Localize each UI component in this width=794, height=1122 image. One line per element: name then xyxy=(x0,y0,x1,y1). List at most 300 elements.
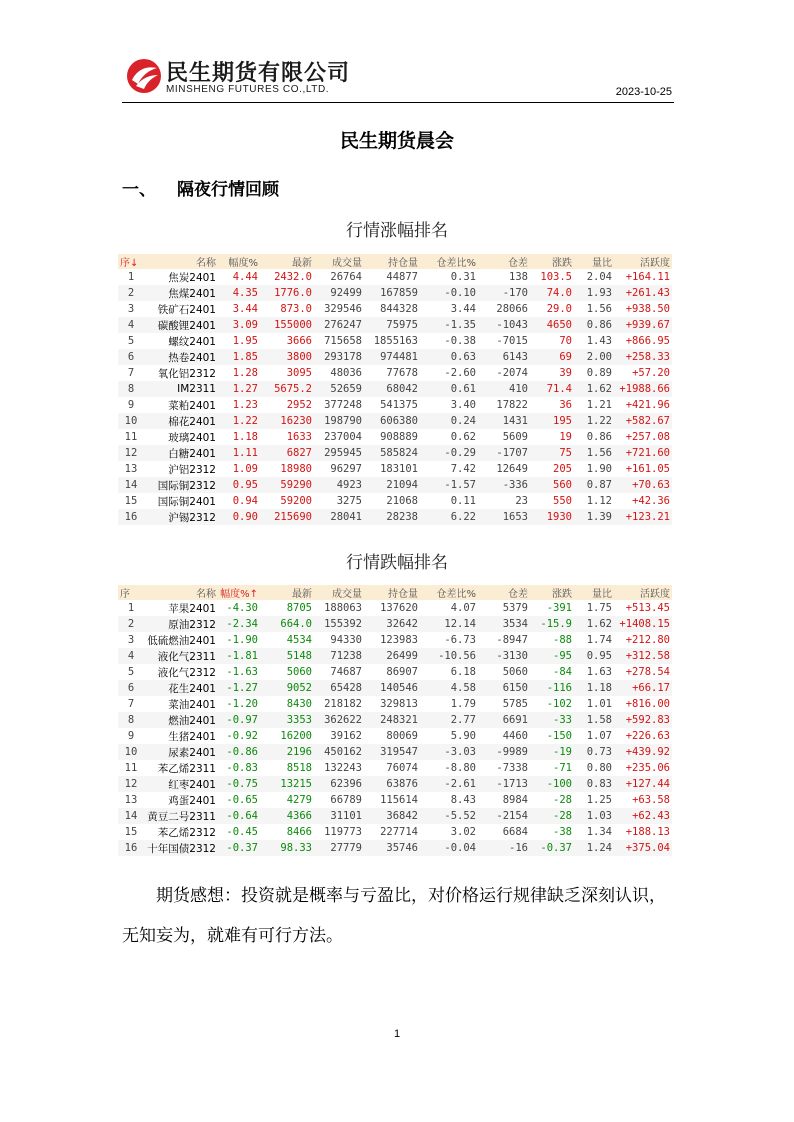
cell-volume: 237004 xyxy=(324,431,362,443)
cell-oi-change: -1713 xyxy=(478,776,530,792)
cell-price-change: 69 xyxy=(530,349,574,365)
cell-price-change: -116 xyxy=(530,680,574,696)
cell-name: 生猪2401 xyxy=(168,730,216,743)
cell-price-change: -19 xyxy=(530,744,574,760)
cell-open-interest: 21068 xyxy=(386,495,418,507)
cell-price-change: 29.0 xyxy=(546,303,572,315)
cell-last-price: 3800 xyxy=(260,349,314,365)
cell-volume: 26764 xyxy=(330,271,362,283)
cell-activity: +421.96 xyxy=(625,399,670,411)
cell-name: 沪铝2312 xyxy=(168,463,216,476)
table-row[interactable] xyxy=(118,728,672,744)
cell-change-pct: -1.90 xyxy=(226,634,258,646)
cell-last-price: 18980 xyxy=(280,463,312,475)
cell-oi-change: 1431 xyxy=(478,413,530,429)
table-row[interactable] xyxy=(118,301,672,317)
table-row[interactable] xyxy=(118,477,672,493)
cell-change-pct: -1.81 xyxy=(218,648,260,664)
cell-volume: 295945 xyxy=(314,445,364,461)
cell-volume: 71238 xyxy=(314,648,364,664)
cell-volume: 28041 xyxy=(314,509,364,525)
table-row[interactable] xyxy=(118,429,672,445)
cell-change-pct: 1.85 xyxy=(218,349,260,365)
gainers-table xyxy=(118,254,672,525)
cell-last-price: 873.0 xyxy=(280,303,312,315)
cell-name: 菜油2401 xyxy=(168,698,216,711)
cell-name: 热卷2401 xyxy=(144,349,218,365)
cell-name: 焦炭2401 xyxy=(168,271,216,284)
table-row[interactable] xyxy=(118,664,672,680)
cell-open-interest: 1855163 xyxy=(373,335,418,347)
cell-open-interest: 86907 xyxy=(386,666,418,678)
cell-open-interest: 319547 xyxy=(364,744,420,760)
cell-change-pct: -0.86 xyxy=(218,744,260,760)
cell-seq: 12 xyxy=(118,445,144,461)
cell-volume-ratio: 1.62 xyxy=(574,381,614,397)
cell-oi-change-pct: 1.79 xyxy=(450,698,476,710)
table-row[interactable] xyxy=(118,616,672,632)
cell-open-interest: 227714 xyxy=(380,826,418,838)
cell-activity: +938.50 xyxy=(625,303,670,315)
cell-price-change: -95 xyxy=(530,648,574,664)
cell-oi-change-pct: -6.73 xyxy=(444,634,476,646)
cell-change-pct: 0.90 xyxy=(218,509,260,525)
cell-open-interest: 908889 xyxy=(380,431,418,443)
gainers-header-open-interest[interactable]: 持仓量 xyxy=(364,254,420,269)
cell-oi-change: 410 xyxy=(478,381,530,397)
cell-last-price: 8705 xyxy=(286,602,312,614)
table-row[interactable] xyxy=(118,461,672,477)
table-row[interactable] xyxy=(118,397,672,413)
cell-activity: +63.58 xyxy=(632,794,670,806)
cell-seq: 4 xyxy=(118,317,144,333)
cell-name: 沪锡2312 xyxy=(144,509,218,525)
cell-seq: 9 xyxy=(127,730,135,742)
cell-seq: 8 xyxy=(118,381,144,397)
cell-price-change: -33 xyxy=(530,712,574,728)
cell-name: 玻璃2401 xyxy=(168,431,216,444)
cell-activity: +721.60 xyxy=(614,445,672,461)
cell-name: 红枣2401 xyxy=(144,776,218,792)
cell-last-price: 59290 xyxy=(260,477,314,493)
table-row[interactable] xyxy=(118,712,672,728)
cell-price-change: -15.9 xyxy=(530,616,574,632)
losers-header-seq[interactable]: 序 xyxy=(118,585,144,600)
losers-header-activity[interactable]: 活跃度 xyxy=(614,585,672,600)
gainers-header-oi-change-pct[interactable]: 仓差比% xyxy=(420,254,478,269)
cell-oi-change: -8947 xyxy=(496,634,528,646)
cell-volume-ratio: 1.03 xyxy=(574,808,614,824)
cell-open-interest: 68042 xyxy=(364,381,420,397)
gainers-header-oi-change[interactable]: 仓差 xyxy=(478,254,530,269)
cell-price-change: 70 xyxy=(559,335,572,347)
cell-volume-ratio: 1.24 xyxy=(574,840,614,856)
cell-oi-change: 6684 xyxy=(502,826,528,838)
losers-table-title: 行情跌幅排名 xyxy=(346,553,448,573)
cell-oi-change-pct: 3.02 xyxy=(450,826,476,838)
cell-oi-change-pct: -0.10 xyxy=(420,285,478,301)
cell-change-pct: 1.27 xyxy=(218,381,260,397)
cell-last-price: 16200 xyxy=(280,730,312,742)
table-row[interactable] xyxy=(118,808,672,824)
cell-oi-change-pct: 6.18 xyxy=(450,666,476,678)
cell-volume-ratio: 1.12 xyxy=(586,495,612,507)
cell-change-pct: 1.11 xyxy=(218,445,260,461)
cell-open-interest: 35746 xyxy=(364,840,420,856)
cell-volume: 4923 xyxy=(314,477,364,493)
cell-volume-ratio: 2.04 xyxy=(586,271,612,283)
cell-open-interest: 167859 xyxy=(364,285,420,301)
table-row[interactable] xyxy=(118,269,672,285)
cell-oi-change: 5785 xyxy=(502,698,528,710)
gainers-header-name[interactable]: 名称 xyxy=(144,254,218,269)
cell-seq: 15 xyxy=(124,826,138,838)
losers-header-volume[interactable]: 成交量 xyxy=(314,585,364,600)
cell-seq: 2 xyxy=(118,285,144,301)
cell-name: 氧化铝2312 xyxy=(157,367,216,380)
cell-volume: 31101 xyxy=(314,808,364,824)
cell-change-pct: -0.83 xyxy=(226,762,258,774)
cell-activity: +188.13 xyxy=(625,826,670,838)
cell-open-interest: 115614 xyxy=(380,794,418,806)
cell-seq: 16 xyxy=(118,509,144,525)
table-row[interactable] xyxy=(118,317,672,333)
cell-volume: 62396 xyxy=(314,776,364,792)
losers-header-oi-change[interactable]: 仓差 xyxy=(478,585,530,600)
cell-price-change: -100 xyxy=(530,776,574,792)
cell-price-change: -0.37 xyxy=(530,840,574,856)
cell-oi-change-pct: -0.38 xyxy=(444,335,476,347)
cell-oi-change-pct: 6.22 xyxy=(420,509,478,525)
cell-volume: 119773 xyxy=(324,826,362,838)
page-header xyxy=(122,54,674,103)
cell-open-interest: 77678 xyxy=(386,367,418,379)
cell-last-price: 8466 xyxy=(286,826,312,838)
gainers-header-last-price[interactable]: 最新 xyxy=(260,254,314,269)
cell-change-pct: -0.92 xyxy=(226,730,258,742)
cell-oi-change-pct: -3.03 xyxy=(420,744,478,760)
table-row[interactable] xyxy=(118,413,672,429)
cell-activity: +312.58 xyxy=(614,648,672,664)
cell-open-interest: 80069 xyxy=(386,730,418,742)
cell-volume: 293178 xyxy=(314,349,364,365)
cell-open-interest: 974481 xyxy=(364,349,420,365)
cell-volume-ratio: 1.56 xyxy=(574,445,614,461)
cell-activity: +939.67 xyxy=(614,317,672,333)
cell-oi-change-pct: 0.61 xyxy=(420,381,478,397)
table-row[interactable] xyxy=(118,824,672,840)
cell-price-change: -102 xyxy=(546,698,572,710)
cell-volume-ratio: 1.93 xyxy=(574,285,614,301)
cell-oi-change: 5379 xyxy=(502,602,528,614)
cell-price-change: -88 xyxy=(553,634,572,646)
cell-change-pct: 3.09 xyxy=(218,317,260,333)
cell-price-change: 19 xyxy=(559,431,572,443)
cell-oi-change: 12649 xyxy=(496,463,528,475)
cell-volume-ratio: 1.25 xyxy=(586,794,612,806)
cell-oi-change: 6691 xyxy=(478,712,530,728)
cell-seq: 1 xyxy=(127,602,135,614)
section-heading xyxy=(122,175,279,200)
cell-open-interest: 21094 xyxy=(364,477,420,493)
losers-header-volume-ratio[interactable]: 量比 xyxy=(574,585,614,600)
table-row[interactable] xyxy=(118,680,672,696)
cell-seq: 9 xyxy=(127,399,135,411)
cell-volume-ratio: 0.87 xyxy=(574,477,614,493)
cell-volume: 66789 xyxy=(330,794,362,806)
cell-oi-change-pct: 3.40 xyxy=(450,399,476,411)
cell-seq: 3 xyxy=(127,303,135,315)
cell-name: IM2311 xyxy=(144,381,218,397)
cell-oi-change: 1653 xyxy=(478,509,530,525)
cell-volume-ratio: 1.58 xyxy=(574,712,614,728)
table-row[interactable] xyxy=(118,445,672,461)
cell-oi-change: 4460 xyxy=(502,730,528,742)
table-row[interactable] xyxy=(118,365,672,381)
cell-change-pct: -0.64 xyxy=(218,808,260,824)
table-row[interactable] xyxy=(118,285,672,301)
cell-price-change: 4650 xyxy=(530,317,574,333)
cell-name: 国际铜2401 xyxy=(157,495,216,508)
losers-header-row xyxy=(118,585,672,600)
cell-volume-ratio: 1.56 xyxy=(586,303,612,315)
gainers-header-price-change[interactable]: 涨跌 xyxy=(530,254,574,269)
cell-last-price: 5060 xyxy=(286,666,312,678)
cell-seq: 11 xyxy=(124,762,138,774)
cell-oi-change-pct: -1.57 xyxy=(420,477,478,493)
cell-activity: +439.92 xyxy=(614,744,672,760)
cell-last-price: 664.0 xyxy=(260,616,314,632)
cell-last-price: 215690 xyxy=(260,509,314,525)
cell-name: 液化气2311 xyxy=(144,648,218,664)
cell-name: 燃油2401 xyxy=(144,712,218,728)
cell-name: 棉花2401 xyxy=(144,413,218,429)
cell-volume: 94330 xyxy=(330,634,362,646)
cell-open-interest: 606380 xyxy=(364,413,420,429)
cell-name: 苯乙烯2312 xyxy=(157,826,216,839)
table-row[interactable] xyxy=(118,333,672,349)
cell-price-change: 550 xyxy=(553,495,572,507)
cell-oi-change-pct: 0.24 xyxy=(420,413,478,429)
cell-price-change: -28 xyxy=(553,794,572,806)
losers-table xyxy=(118,585,672,856)
cell-price-change: 74.0 xyxy=(530,285,574,301)
cell-activity: +278.54 xyxy=(625,666,670,678)
gainers-table-title: 行情涨幅排名 xyxy=(346,221,448,241)
cell-volume: 52659 xyxy=(314,381,364,397)
cell-last-price: 2432.0 xyxy=(274,271,312,283)
cell-volume-ratio: 1.75 xyxy=(586,602,612,614)
cell-name: 苹果2401 xyxy=(168,602,216,615)
cell-change-pct: -1.63 xyxy=(226,666,258,678)
cell-activity: +866.95 xyxy=(625,335,670,347)
cell-volume: 132243 xyxy=(324,762,362,774)
table-row[interactable] xyxy=(118,509,672,525)
company-name-cn: 民生期货有限公司 xyxy=(166,61,351,86)
cell-seq: 3 xyxy=(127,634,135,646)
cell-change-pct: 1.23 xyxy=(232,399,258,411)
cell-volume-ratio: 0.86 xyxy=(574,317,614,333)
cell-oi-change: -16 xyxy=(478,840,530,856)
cell-price-change: 71.4 xyxy=(530,381,574,397)
cell-activity: +226.63 xyxy=(625,730,670,742)
losers-header-open-interest[interactable]: 持仓量 xyxy=(364,585,420,600)
cell-price-change: -71 xyxy=(553,762,572,774)
cell-open-interest: 26499 xyxy=(364,648,420,664)
cell-seq: 15 xyxy=(124,495,138,507)
losers-header-name[interactable]: 名称 xyxy=(144,585,218,600)
cell-change-pct: -0.65 xyxy=(226,794,258,806)
cell-seq: 12 xyxy=(118,776,144,792)
table-row[interactable] xyxy=(118,648,672,664)
cell-activity: +592.83 xyxy=(614,712,672,728)
company-name-en: MINSHENG FUTURES CO.,LTD. xyxy=(166,84,330,95)
cell-volume-ratio: 1.43 xyxy=(586,335,612,347)
cell-oi-change-pct: 12.14 xyxy=(420,616,478,632)
cell-volume: 218182 xyxy=(324,698,362,710)
cell-price-change: -84 xyxy=(553,666,572,678)
losers-header-last-price[interactable]: 最新 xyxy=(260,585,314,600)
cell-activity: +62.43 xyxy=(614,808,672,824)
cell-volume-ratio: 1.34 xyxy=(586,826,612,838)
cell-last-price: 98.33 xyxy=(260,840,314,856)
cell-seq: 5 xyxy=(127,335,135,347)
cell-oi-change: 6143 xyxy=(478,349,530,365)
cell-oi-change: -336 xyxy=(478,477,530,493)
cell-activity: +513.45 xyxy=(625,602,670,614)
losers-body xyxy=(118,600,672,856)
cell-activity: +582.67 xyxy=(614,413,672,429)
cell-oi-change-pct: 0.62 xyxy=(450,431,476,443)
cell-volume: 3275 xyxy=(336,495,362,507)
losers-header-change-pct[interactable]: 幅度%↑ xyxy=(218,585,260,600)
cell-seq: 10 xyxy=(118,413,144,429)
cell-volume: 198790 xyxy=(314,413,364,429)
table-row[interactable] xyxy=(118,381,672,397)
losers-header-oi-change-pct[interactable]: 仓差比% xyxy=(420,585,478,600)
futures-thoughts-paragraph: 期货感想：投资就是概率与亏盈比，对价格运行规律缺乏深刻认识，无知妄为，就难有可行方法。 xyxy=(122,886,666,946)
cell-oi-change-pct: 7.42 xyxy=(450,463,476,475)
table-row[interactable] xyxy=(118,760,672,776)
cell-oi-change-pct: 2.77 xyxy=(420,712,478,728)
cell-volume: 188063 xyxy=(324,602,362,614)
table-row[interactable] xyxy=(118,776,672,792)
cell-activity: +123.21 xyxy=(614,509,672,525)
cell-seq: 10 xyxy=(118,744,144,760)
cell-price-change: -150 xyxy=(546,730,572,742)
cell-change-pct: 1.95 xyxy=(232,335,258,347)
cell-volume: 362622 xyxy=(314,712,364,728)
cell-volume-ratio: 0.73 xyxy=(574,744,614,760)
cell-activity: +70.63 xyxy=(614,477,672,493)
cell-activity: +212.80 xyxy=(625,634,670,646)
cell-last-price: 8430 xyxy=(286,698,312,710)
gainers-header-volume[interactable]: 成交量 xyxy=(314,254,364,269)
cell-volume-ratio: 1.62 xyxy=(574,616,614,632)
table-row[interactable] xyxy=(118,696,672,712)
cell-oi-change-pct: -0.04 xyxy=(420,840,478,856)
table-row[interactable] xyxy=(118,600,672,616)
gainers-header-volume-ratio[interactable]: 量比 xyxy=(574,254,614,269)
cell-volume: 96297 xyxy=(330,463,362,475)
cell-oi-change: 6150 xyxy=(478,680,530,696)
cell-change-pct: 0.95 xyxy=(218,477,260,493)
cell-oi-change-pct: 4.07 xyxy=(450,602,476,614)
cell-name: 鸡蛋2401 xyxy=(168,794,216,807)
cell-volume: 329546 xyxy=(324,303,362,315)
cell-price-change: 75 xyxy=(530,445,574,461)
cell-open-interest: 329813 xyxy=(380,698,418,710)
table-row[interactable] xyxy=(118,349,672,365)
table-row[interactable] xyxy=(118,840,672,856)
cell-oi-change-pct: -2.61 xyxy=(420,776,478,792)
table-row[interactable] xyxy=(118,493,672,509)
cell-change-pct: -2.34 xyxy=(218,616,260,632)
cell-open-interest: 248321 xyxy=(364,712,420,728)
cell-volume: 65428 xyxy=(314,680,364,696)
cell-volume-ratio: 1.21 xyxy=(586,399,612,411)
cell-activity: +1408.15 xyxy=(614,616,672,632)
cell-seq: 13 xyxy=(124,463,138,475)
table-row[interactable] xyxy=(118,632,672,648)
cell-oi-change-pct: 0.11 xyxy=(450,495,476,507)
cell-activity: +258.33 xyxy=(614,349,672,365)
cell-volume-ratio: 0.95 xyxy=(574,648,614,664)
cell-volume-ratio: 0.89 xyxy=(586,367,612,379)
cell-seq: 5 xyxy=(127,666,135,678)
section-title: 隔夜行情回顾 xyxy=(177,180,279,200)
cell-open-interest: 32642 xyxy=(364,616,420,632)
cell-volume: 92499 xyxy=(314,285,364,301)
cell-price-change: -38 xyxy=(553,826,572,838)
gainers-header-activity[interactable]: 活跃度 xyxy=(614,254,672,269)
cell-change-pct: -4.30 xyxy=(226,602,258,614)
cell-oi-change: 23 xyxy=(515,495,528,507)
cell-seq: 8 xyxy=(118,712,144,728)
cell-change-pct: 0.94 xyxy=(232,495,258,507)
cell-change-pct: 4.35 xyxy=(218,285,260,301)
cell-name: 尿素2401 xyxy=(144,744,218,760)
gainers-header-change-pct[interactable]: 幅度% xyxy=(218,254,260,269)
cell-oi-change: -1043 xyxy=(478,317,530,333)
cell-name: 铁矿石2401 xyxy=(157,303,216,316)
cell-oi-change: -7338 xyxy=(496,762,528,774)
cell-activity: +42.36 xyxy=(632,495,670,507)
cell-seq: 14 xyxy=(118,477,144,493)
cell-oi-change: -7015 xyxy=(496,335,528,347)
cell-change-pct: 1.22 xyxy=(218,413,260,429)
cell-last-price: 6827 xyxy=(260,445,314,461)
cell-oi-change: -9989 xyxy=(478,744,530,760)
cell-oi-change: 3534 xyxy=(478,616,530,632)
cell-open-interest: 137620 xyxy=(380,602,418,614)
cell-last-price: 16230 xyxy=(260,413,314,429)
cell-volume-ratio: 0.80 xyxy=(586,762,612,774)
cell-activity: +66.17 xyxy=(614,680,672,696)
table-row[interactable] xyxy=(118,744,672,760)
cell-volume: 450162 xyxy=(314,744,364,760)
cell-activity: +261.43 xyxy=(614,285,672,301)
cell-last-price: 13215 xyxy=(260,776,314,792)
gainers-header-seq[interactable]: 序↓ xyxy=(118,254,144,269)
cell-oi-change: 8984 xyxy=(502,794,528,806)
table-row[interactable] xyxy=(118,792,672,808)
losers-header-price-change[interactable]: 涨跌 xyxy=(530,585,574,600)
cell-volume-ratio: 1.74 xyxy=(586,634,612,646)
report-date: 2023-10-25 xyxy=(615,86,672,98)
cell-last-price: 4534 xyxy=(286,634,312,646)
cell-price-change: 195 xyxy=(530,413,574,429)
